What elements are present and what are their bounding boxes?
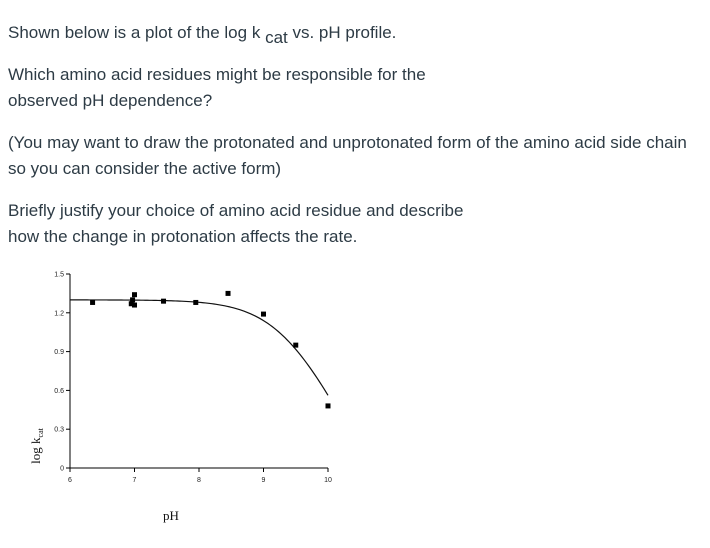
x-tick-label: 9 (261, 477, 266, 484)
x-axis-title: pH (163, 508, 179, 523)
y-tick-label: 0.9 (54, 349, 64, 357)
y-axis-title (28, 427, 45, 463)
data-point (326, 403, 331, 408)
y-tick-label: 0.6 (54, 387, 64, 395)
y-tick-label: 0.3 (54, 426, 64, 434)
data-point (226, 291, 231, 296)
svg-text:log kcat (28, 427, 45, 463)
data-point (193, 300, 198, 305)
y-axis (54, 272, 70, 473)
question-protonation-hint: (You may want to draw the protonated and unprotonated form of the amino acid side chain so you can consider the active form) (8, 133, 687, 178)
y-tick-label: 1.5 (54, 271, 64, 279)
y-tick-label: 0 (60, 465, 64, 473)
x-axis (68, 468, 332, 484)
data-point (293, 343, 298, 348)
kcat-subscript: cat (265, 28, 288, 47)
data-points (90, 291, 330, 409)
log-kcat-vs-ph-chart (0, 258, 360, 548)
question-intro (8, 20, 396, 46)
y-axis-title-sub: cat (36, 428, 45, 438)
data-point (132, 303, 137, 308)
x-ticks (68, 468, 332, 484)
fit-curve (70, 300, 328, 395)
data-point (132, 292, 137, 297)
intro-text: Shown below is a plot of the log k (8, 23, 261, 42)
y-ticks (54, 272, 70, 473)
x-tick-label: 7 (132, 477, 137, 484)
question-which-residues: Which amino acid residues might be responsible for the observed pH dependence? (8, 65, 426, 110)
intro-text-end: vs. pH profile. (287, 23, 397, 42)
data-point (130, 297, 135, 302)
y-axis-title-main: log k (28, 437, 43, 464)
x-tick-label: 8 (197, 477, 201, 484)
y-tick-label: 1.2 (54, 310, 64, 318)
data-point (90, 300, 95, 305)
question-justify: Briefly justify your choice of amino acid residue and describe how the change in protonation affects the rate. (8, 201, 464, 246)
data-point (161, 299, 166, 304)
data-point (261, 312, 266, 317)
x-tick-label: 10 (324, 477, 332, 484)
x-tick-label: 6 (68, 477, 72, 484)
